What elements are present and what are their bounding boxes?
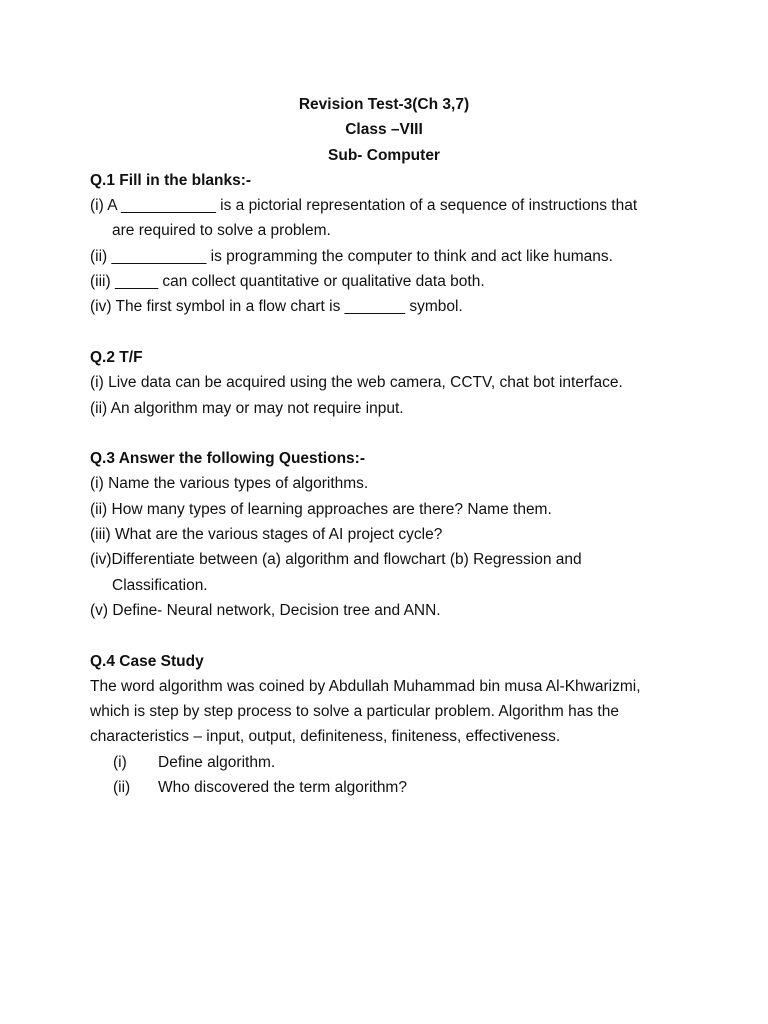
q1-item-iv: (iv) The first symbol in a flow chart is _______ symbol. — [90, 298, 463, 316]
q3-item-iii: (iii) What are the various stages of AI project cycle? — [90, 526, 443, 544]
q2-heading: Q.2 T/F — [90, 348, 143, 366]
q1-item-ii: (ii) ___________ is programming the computer to think and act like humans. — [90, 247, 613, 265]
q4-paragraph-line-3: characteristics – input, output, definiteness, finiteness, effectiveness. — [90, 728, 561, 746]
q4-paragraph-line-2: which is step by step process to solve a particular problem. Algorithm has the — [90, 703, 619, 721]
document-body — [90, 92, 690, 800]
q4-paragraph-line-1: The word algorithm was coined by Abdullah Muhammad bin musa Al-Khwarizmi, — [90, 677, 641, 695]
q3-item-iv: (iv)Differentiate between (a) algorithm and flowchart (b) Regression and — [90, 551, 582, 569]
q4-heading: Q.4 Case Study — [90, 652, 204, 670]
q4-subquestion-i — [90, 750, 690, 775]
q3-item-i: (i) Name the various types of algorithms. — [90, 475, 369, 493]
q3-heading: Q.3 Answer the following Questions:- — [90, 450, 365, 468]
subquestion-text: Define algorithm. — [158, 753, 276, 771]
class-label: Class –VIII — [345, 121, 423, 139]
q2-item-i: (i) Live data can be acquired using the web camera, CCTV, chat bot interface. — [90, 374, 623, 392]
q1-item-i: (i) A ___________ is a pictorial representation of a sequence of instructions that — [90, 197, 638, 215]
subquestion-number: (i) — [113, 753, 127, 771]
spacer — [90, 421, 690, 446]
q2-item-ii: (ii) An algorithm may or may not require input. — [90, 399, 404, 417]
q3-item-ii: (ii) How many types of learning approaches are there? Name them. — [90, 500, 552, 518]
subject-label: Sub- Computer — [328, 146, 440, 164]
subquestion-number: (ii) — [113, 779, 131, 797]
q4-subquestion-ii — [90, 775, 690, 800]
q1-heading: Q.1 Fill in the blanks:- — [90, 171, 252, 189]
q1-item-i-continuation: are required to solve a problem. — [112, 222, 331, 240]
q3-item-iv-continuation: Classification. — [112, 576, 208, 594]
q3-item-v: (v) Define- Neural network, Decision tree and ANN. — [90, 601, 441, 619]
q1-item-iii: (iii) _____ can collect quantitative or qualitative data both. — [90, 273, 485, 291]
subquestion-text: Who discovered the term algorithm? — [158, 779, 407, 797]
spacer — [90, 623, 690, 648]
test-title: Revision Test-3(Ch 3,7) — [298, 96, 470, 113]
spacer — [90, 320, 690, 345]
